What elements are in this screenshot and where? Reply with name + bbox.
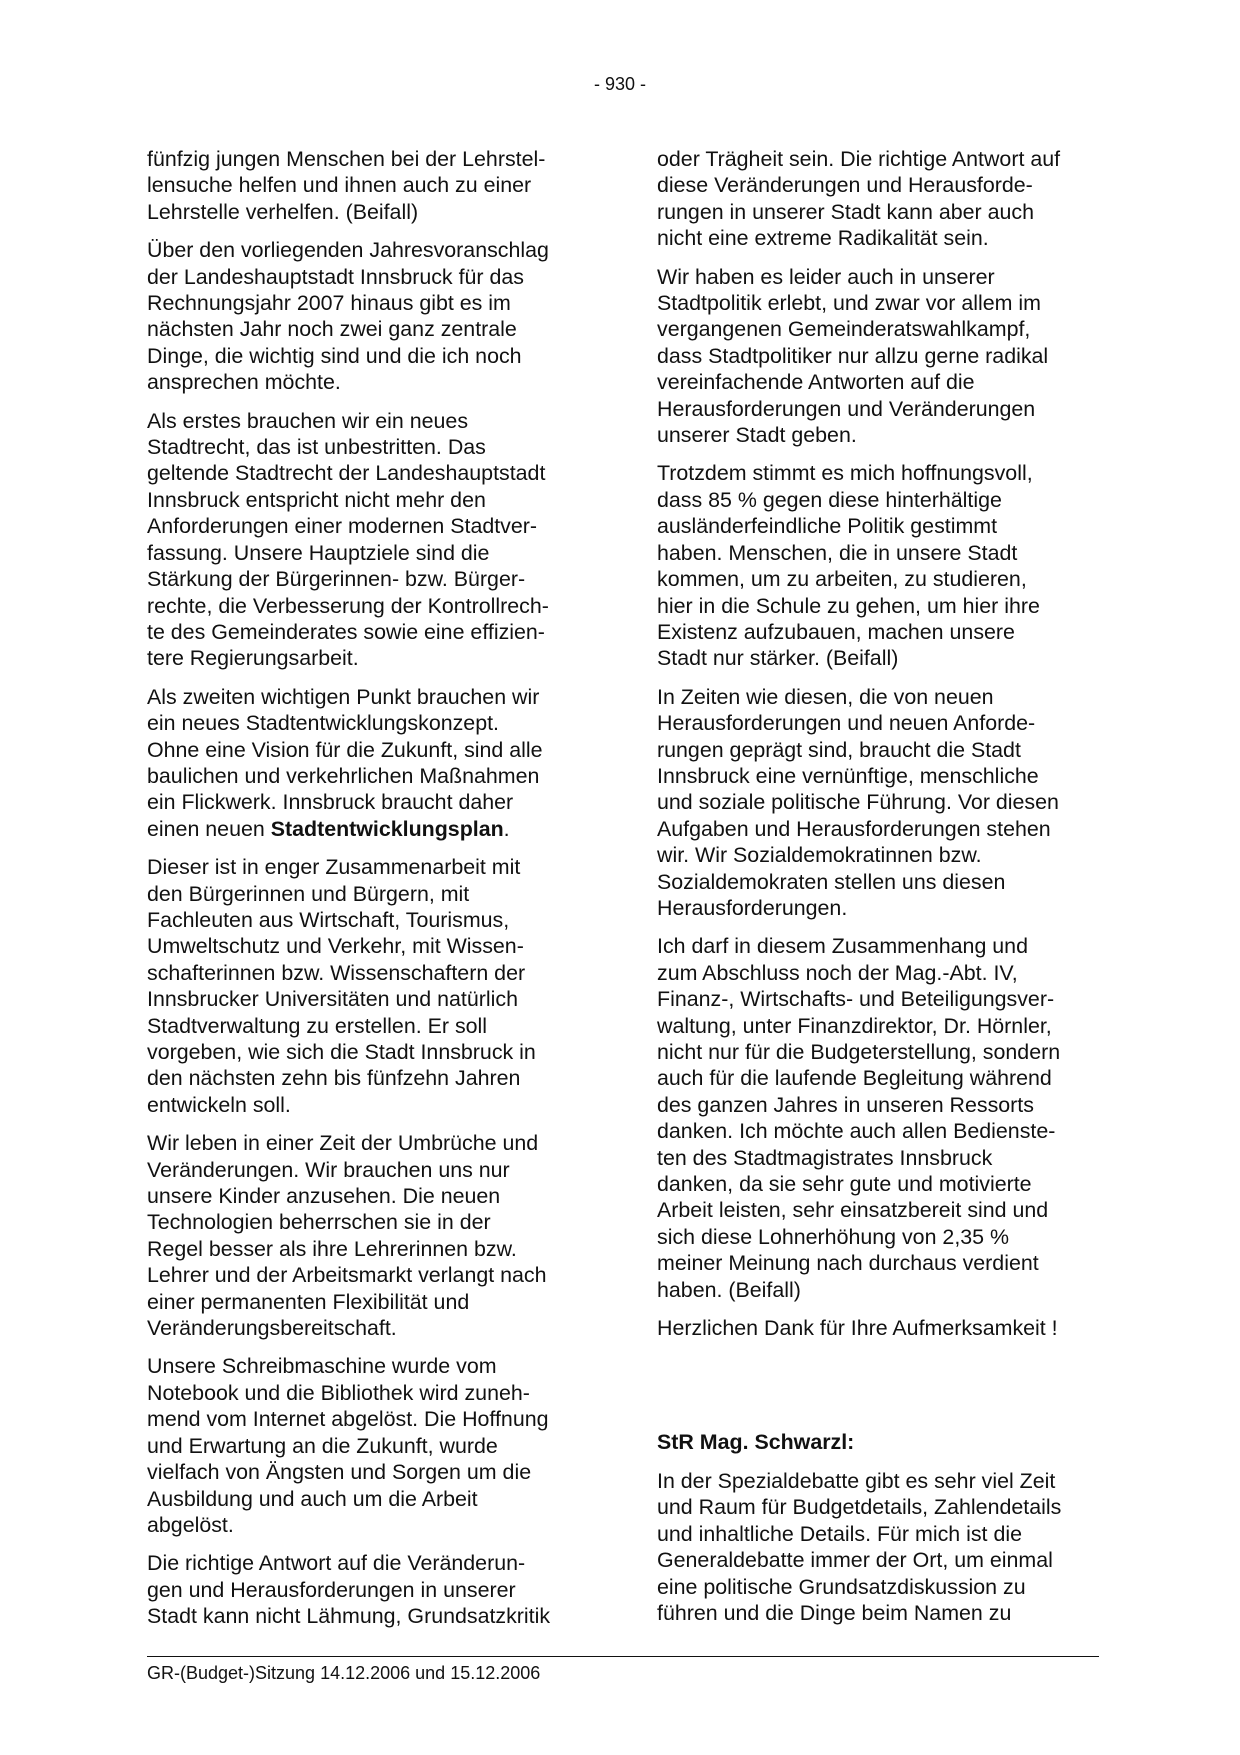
paragraph: In der Spezialdebatte gibt es sehr viel Zeit und Raum für Budgetdetails, Zahlendetails und inhaltliche Details. Für mich ist die Generaldebatte immer der Ort, um einmal eine politische Grundsatzdiskussion zu führen und die Dinge beim Namen zu <box>657 1468 1062 1625</box>
bold-term: Stadtentwicklungsplan <box>270 816 504 841</box>
paragraph: oder Trägheit sein. Die richtige Antwort auf diese Veränderungen und Herausforde- rungen in unserer Stadt kann aber auch nicht eine extreme Radikalität sein. <box>657 147 1061 251</box>
paragraph: fünfzig jungen Menschen bei der Lehrstel- lensuche helfen und ihnen auch zu einer Lehrstelle verhelfen. (Beifall) <box>147 147 546 224</box>
paragraph: Unsere Schreibmaschine wurde vom Notebook und die Bibliothek wird zuneh- mend vom Internet abgelöst. Die Hoffnung und Erwartung an die Zukunft, wurde vielfach von Ängsten und Sorgen um die Ausbildung und auch um die Arbeit abgelöst. <box>147 1354 549 1537</box>
speaker-heading: StR Mag. Schwarzl: <box>657 1430 855 1455</box>
paragraph: Über den vorliegenden Jahresvoranschlag der Landeshauptstadt Innsbruck für das Rechnungsjahr 2007 hinaus gibt es im nächsten Jahr noch zwei ganz zentrale Dinge, die wichtig sind und die ich noch ansprechen möchte. <box>147 238 549 395</box>
right-column <box>657 146 1097 1638</box>
paragraph: Wir haben es leider auch in unserer Stadtpolitik erlebt, und zwar vor allem im vergangenen Gemeinderatswahlkampf, dass Stadtpolitiker nur allzu gerne radikal vereinfachende Antworten auf die Herausforderungen und Veränderungen unserer Stadt geben. <box>657 264 1049 448</box>
paragraph: Die richtige Antwort auf die Veränderun- gen und Herausforderungen in unserer Stadt kann nicht Lähmung, Grundsatzkritik <box>147 1551 551 1629</box>
paragraph <box>147 684 587 842</box>
footer-text: GR-(Budget-)Sitzung 14.12.2006 und 15.12.2006 <box>147 1663 541 1683</box>
paragraph: Dieser ist in enger Zusammenarbeit mit den Bürgerinnen und Bürgern, mit Fachleuten aus Wirtschaft, Tourismus, Umweltschutz und Verkehr, mit Wissen- schafterinnen bzw. Wissenschaftern der Innsbrucker Universitäten und natürlich Stadtverwaltung zu erstellen. Er soll vorgeben, wie sich die Stadt Innsbruck in den nächsten zehn bis fünfzehn Jahren entwickeln soll. <box>147 855 536 1117</box>
paragraph: Ich darf in diesem Zusammenhang und zum Abschluss noch der Mag.-Abt. IV, Finanz-, Wirtschafts- und Beteiligungsver- waltung, unter Finanzdirektor, Dr. Hörnler, nicht nur für die Budgeterstellung, sondern auch für die laufende Begleitung während des ganzen Jahres in unseren Ressorts danken. Ich möchte auch allen Bedienste- ten des Stadtmagistrates Innsbruck danken, da sie sehr gute und motivierte Arbeit leisten, sehr einsatzbereit sind und sich diese Lohnerhöhung von 2,35 % meiner Meinung nach durchaus verdient haben. (Beifall) <box>657 934 1061 1302</box>
paragraph: In Zeiten wie diesen, die von neuen Herausforderungen und neuen Anforde- rungen geprägt sind, braucht die Stadt Innsbruck eine vernünftige, menschliche und soziale politische Führung. Vor diesen Aufgaben und Herausforderungen stehen wir. Wir Sozialdemokratinnen bzw. Sozialdemokraten stellen uns diesen Herausforderungen. <box>657 684 1059 920</box>
paragraph: Herzlichen Dank für Ihre Aufmerksamkeit ! <box>657 1316 1058 1341</box>
paragraph-text: Als zweiten wichtigen Punkt brauchen wir ein neues Stadtentwicklungskonzept. Ohne eine Vision für die Zukunft, sind alle baulichen und verkehrlichen Maßnahmen ein Flickwerk. Innsbruck braucht daher einen neuen <box>147 684 543 841</box>
paragraph: Wir leben in einer Zeit der Umbrüche und Veränderungen. Wir brauchen uns nur unsere Kinder anzusehen. Die neuen Technologien beherrschen sie in der Regel besser als ihre Lehrerinnen bzw. Lehrer und der Arbeitsmarkt verlangt nach einer permanenten Flexibilität und Veränderungsbereitschaft. <box>147 1131 547 1341</box>
paragraph-end: . <box>503 816 510 841</box>
paragraph: Trotzdem stimmt es mich hoffnungsvoll, dass 85 % gegen diese hinterhältige ausländerfeindliche Politik gestimmt haben. Menschen, die in unsere Stadt kommen, um zu arbeiten, zu studieren, hier in die Schule zu gehen, um hier ihre Existenz aufzubauen, machen unsere Stadt nur stärker. (Beifall) <box>657 461 1040 671</box>
footer-divider <box>147 1656 1099 1657</box>
left-column <box>147 146 587 1642</box>
paragraph: Als erstes brauchen wir ein neues Stadtrecht, das ist unbestritten. Das geltende Stadtrecht der Landeshauptstadt Innsbruck entspricht nicht mehr den Anforderungen einer modernen Stadtver- fassung. Unsere Hauptziele sind die Stärkung der Bürgerinnen- bzw. Bürger- rechte, die Verbesserung der Kontrollrech- te des Gemeinderates sowie eine effizien- tere Regierungsarbeit. <box>147 408 549 671</box>
page-number: - 930 - <box>593 74 647 94</box>
